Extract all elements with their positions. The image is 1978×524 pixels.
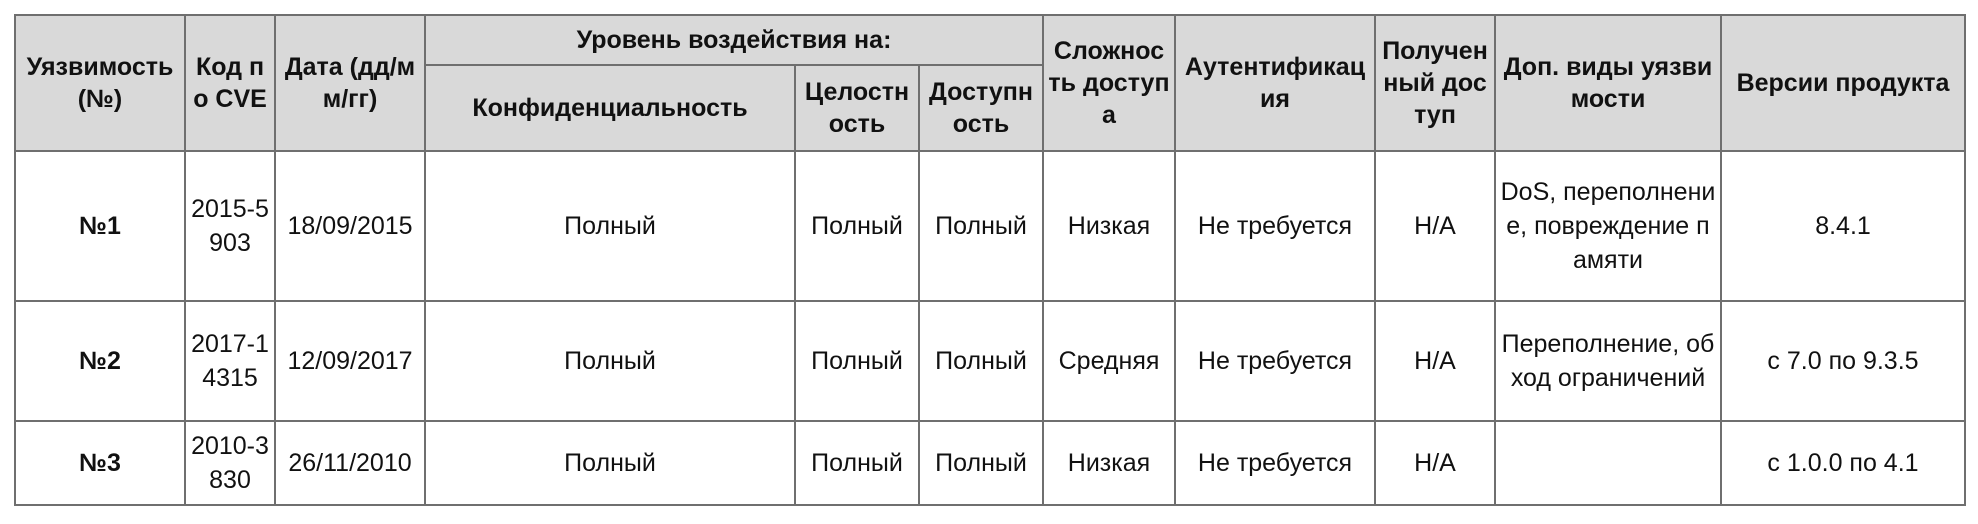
vulnerability-table-container: [14, 14, 1964, 506]
header-date: Дата (дд/мм/гг): [275, 15, 425, 151]
cell-complexity: Низкая: [1043, 151, 1175, 301]
header-authentication: Аутентификация: [1175, 15, 1375, 151]
cell-date: 12/09/2017: [275, 301, 425, 421]
cell-confidentiality: Полный: [425, 421, 795, 505]
cell-integrity: Полный: [795, 151, 919, 301]
header-extra-types: Доп. виды уязвимости: [1495, 15, 1721, 151]
header-availability: Доступность: [919, 65, 1043, 151]
cell-complexity: Низкая: [1043, 421, 1175, 505]
cell-extra: [1495, 421, 1721, 505]
header-integrity: Целостность: [795, 65, 919, 151]
cell-date: 26/11/2010: [275, 421, 425, 505]
cell-availability: Полный: [919, 421, 1043, 505]
cell-complexity: Средняя: [1043, 301, 1175, 421]
header-complexity: Сложность доступа: [1043, 15, 1175, 151]
vulnerability-table: [14, 14, 1966, 506]
cell-authentication: Не требуется: [1175, 301, 1375, 421]
cell-confidentiality: Полный: [425, 151, 795, 301]
cell-vuln-id: №2: [15, 301, 185, 421]
table-row: [15, 301, 1965, 421]
cell-cve: 2010-3830: [185, 421, 275, 505]
cell-extra: Переполнение, обход ограничений: [1495, 301, 1721, 421]
cell-versions: с 1.0.0 по 4.1: [1721, 421, 1965, 505]
cell-availability: Полный: [919, 301, 1043, 421]
header-versions: Версии продукта: [1721, 15, 1965, 151]
cell-cve: 2015-5903: [185, 151, 275, 301]
cell-vuln-id: №3: [15, 421, 185, 505]
header-obtained-access: Полученный доступ: [1375, 15, 1495, 151]
table-header: [15, 15, 1965, 151]
table-row: [15, 151, 1965, 301]
cell-versions: с 7.0 по 9.3.5: [1721, 301, 1965, 421]
cell-authentication: Не требуется: [1175, 151, 1375, 301]
table-row: [15, 421, 1965, 505]
cell-authentication: Не требуется: [1175, 421, 1375, 505]
header-row-1: [15, 15, 1965, 65]
cell-versions: 8.4.1: [1721, 151, 1965, 301]
cell-confidentiality: Полный: [425, 301, 795, 421]
cell-extra: DoS, переполнение, повреждение памяти: [1495, 151, 1721, 301]
cell-access: Н/А: [1375, 301, 1495, 421]
cell-integrity: Полный: [795, 301, 919, 421]
cell-date: 18/09/2015: [275, 151, 425, 301]
cell-integrity: Полный: [795, 421, 919, 505]
header-impact-group: Уровень воздействия на:: [425, 15, 1043, 65]
cell-cve: 2017-14315: [185, 301, 275, 421]
cell-availability: Полный: [919, 151, 1043, 301]
table-body: [15, 151, 1965, 505]
header-vuln-no: Уязвимость (№): [15, 15, 185, 151]
header-confidentiality: Конфиденциальность: [425, 65, 795, 151]
cell-vuln-id: №1: [15, 151, 185, 301]
cell-access: Н/А: [1375, 151, 1495, 301]
cell-access: Н/А: [1375, 421, 1495, 505]
header-cve-code: Код по CVE: [185, 15, 275, 151]
